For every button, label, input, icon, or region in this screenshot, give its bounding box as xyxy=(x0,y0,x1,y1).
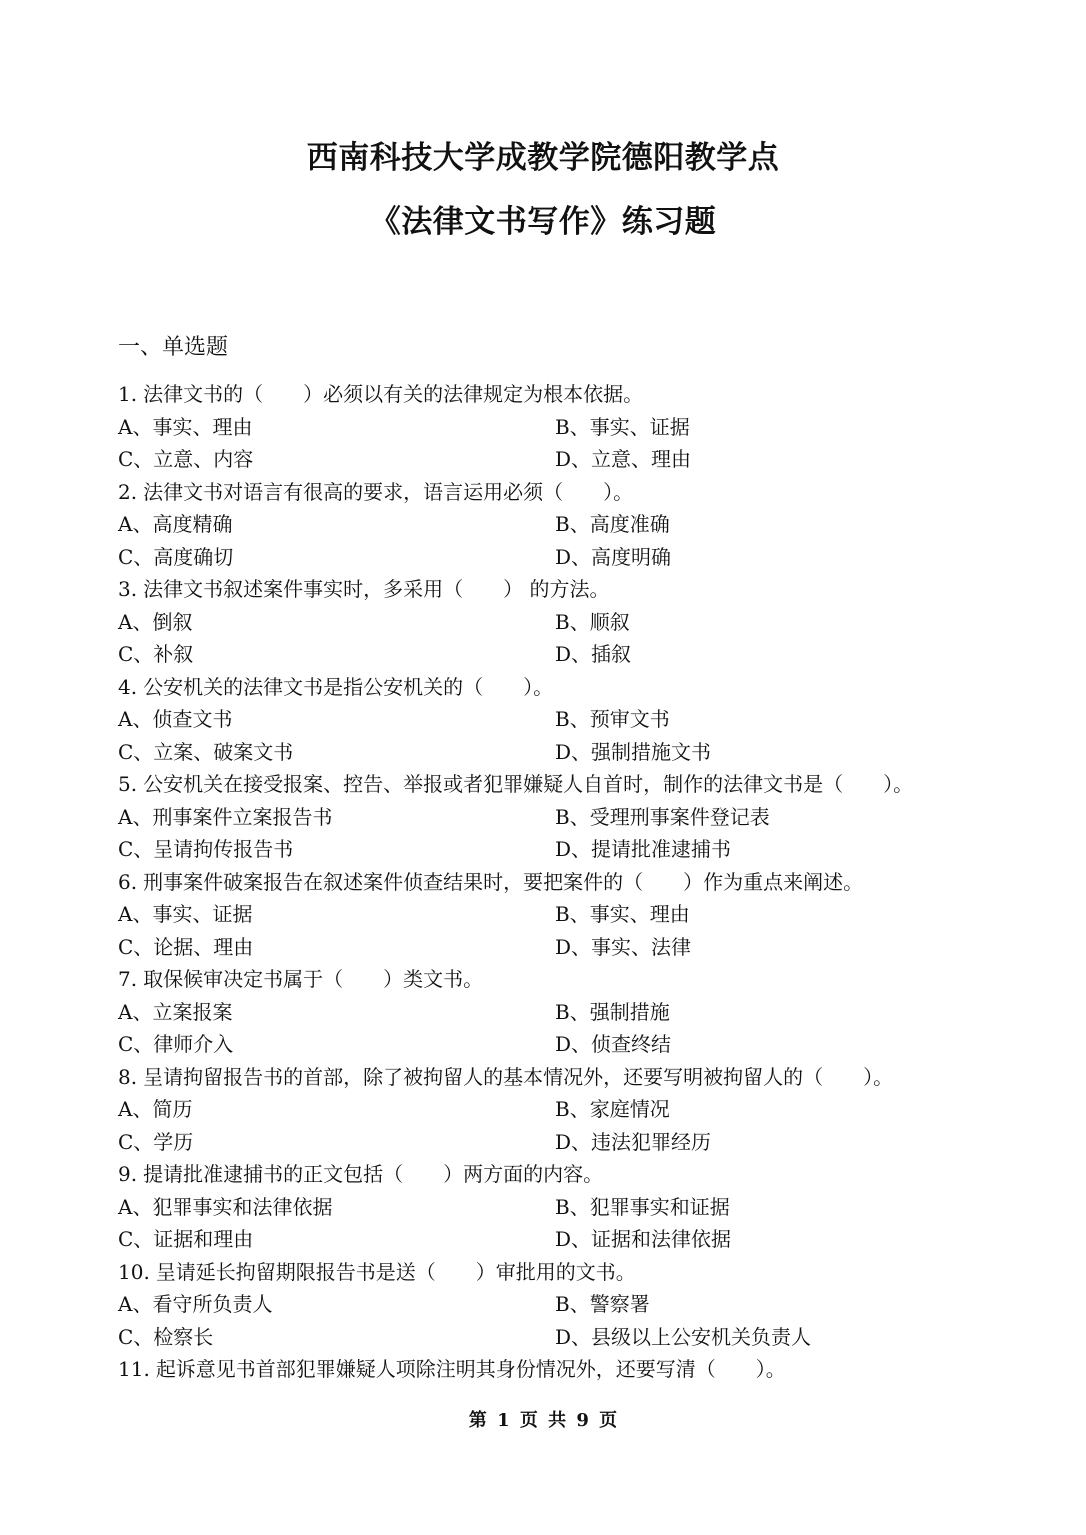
question-1-options-cd xyxy=(118,443,998,476)
option-c: C、立案、破案文书 xyxy=(118,739,294,764)
option-c: C、呈请拘传报告书 xyxy=(118,837,294,861)
question-text: 刑事案件破案报告在叙述案件侦查结果时，要把案件的（ ）作为重点来阐述。 xyxy=(143,869,864,894)
option-b: B、预审文书 xyxy=(555,707,670,731)
question-text: 呈请拘留报告书的首部，除了被拘留人的基本情况外，还要写明被拘留人的（ ）。 xyxy=(143,1064,894,1089)
question-4-options-cd xyxy=(118,736,998,769)
question-number: 1. xyxy=(118,382,138,406)
option-a: A、事实、证据 xyxy=(118,902,253,926)
option-b: B、强制措施 xyxy=(555,999,670,1024)
option-d: D、证据和法律依据 xyxy=(555,1227,732,1251)
option-a: A、简历 xyxy=(118,1097,193,1121)
question-8-options-cd xyxy=(118,1126,998,1159)
question-number: 11. xyxy=(118,1357,150,1381)
question-7-options-cd xyxy=(118,1028,998,1061)
question-5 xyxy=(118,768,998,801)
question-text: 起诉意见书首部犯罪嫌疑人项除注明其身份情况外，还要写清（ ）。 xyxy=(155,1357,786,1381)
question-11 xyxy=(118,1353,998,1386)
option-d: D、强制措施文书 xyxy=(555,739,712,764)
option-a: A、立案报案 xyxy=(118,999,233,1024)
question-text: 公安机关在接受报案、控告、举报或者犯罪嫌疑人自首时，制作的法律文书是（ ）。 xyxy=(143,772,914,796)
question-5-options-cd xyxy=(118,833,998,866)
question-6-options-ab xyxy=(118,898,998,931)
option-b: B、顺叙 xyxy=(555,609,630,634)
question-text: 呈请延长拘留期限报告书是送（ ）审批用的文书。 xyxy=(155,1259,636,1284)
question-1 xyxy=(118,378,998,411)
question-9-options-ab xyxy=(118,1191,998,1224)
option-a: A、倒叙 xyxy=(118,609,193,634)
option-b: B、受理刑事案件登记表 xyxy=(555,804,770,829)
question-6-options-cd xyxy=(118,931,998,964)
question-number: 4. xyxy=(118,674,138,699)
option-c: C、补叙 xyxy=(118,642,194,666)
option-b: B、警察署 xyxy=(555,1292,650,1316)
option-d: D、县级以上公安机关负责人 xyxy=(555,1324,812,1349)
question-8-options-ab xyxy=(118,1093,998,1126)
question-number: 10. xyxy=(118,1259,150,1284)
option-a: A、刑事案件立案报告书 xyxy=(118,804,333,829)
option-c: C、立意、内容 xyxy=(118,447,254,471)
option-b: B、家庭情况 xyxy=(555,1097,670,1121)
option-a: A、看守所负责人 xyxy=(118,1292,273,1316)
question-2-options-ab xyxy=(118,508,998,541)
question-number: 9. xyxy=(118,1162,138,1186)
page-number-footer: 第 1 页 共 9 页 xyxy=(468,1410,618,1431)
question-4-options-ab xyxy=(118,703,998,736)
question-text: 提请批准逮捕书的正文包括（ ）两方面的内容。 xyxy=(143,1162,604,1186)
question-2 xyxy=(118,476,998,509)
question-3 xyxy=(118,573,998,606)
question-4 xyxy=(118,671,998,704)
option-c: C、证据和理由 xyxy=(118,1227,254,1251)
option-d: D、违法犯罪经历 xyxy=(555,1129,712,1154)
question-10-options-ab xyxy=(118,1288,998,1321)
question-text: 法律文书对语言有很高的要求，语言运用必须（ ）。 xyxy=(143,479,634,504)
question-10-options-cd xyxy=(118,1321,998,1354)
question-3-options-ab xyxy=(118,606,998,639)
question-text: 公安机关的法律文书是指公安机关的（ ）。 xyxy=(143,674,554,699)
option-d: D、侦查终结 xyxy=(555,1032,672,1056)
question-3-options-cd xyxy=(118,638,998,671)
question-text: 法律文书叙述案件事实时，多采用（ ） 的方法。 xyxy=(143,577,610,601)
option-a: A、侦查文书 xyxy=(118,707,233,731)
option-b: B、高度准确 xyxy=(555,512,670,536)
question-number: 7. xyxy=(118,967,138,991)
question-number: 6. xyxy=(118,869,138,894)
question-9-options-cd xyxy=(118,1223,998,1256)
question-number: 5. xyxy=(118,772,138,796)
option-c: C、学历 xyxy=(118,1129,194,1154)
question-5-options-ab xyxy=(118,801,998,834)
option-b: B、事实、证据 xyxy=(555,414,690,439)
question-9 xyxy=(118,1158,998,1191)
option-c: C、律师介入 xyxy=(118,1032,234,1056)
document-title-institution: 西南科技大学成教学院德阳教学点 xyxy=(306,140,780,176)
option-d: D、事实、法律 xyxy=(555,934,692,959)
document-title-course: 《法律文书写作》练习题 xyxy=(369,204,717,240)
option-d: D、提请批准逮捕书 xyxy=(555,837,732,861)
question-7 xyxy=(118,963,998,996)
option-b: B、事实、理由 xyxy=(555,902,690,926)
question-6 xyxy=(118,866,998,899)
option-c: C、高度确切 xyxy=(118,544,234,569)
option-a: A、高度精确 xyxy=(118,512,233,536)
option-c: C、检察长 xyxy=(118,1324,214,1349)
option-d: D、高度明确 xyxy=(555,544,672,569)
question-8 xyxy=(118,1061,998,1094)
question-2-options-cd xyxy=(118,541,998,574)
option-a: A、事实、理由 xyxy=(118,414,253,439)
question-text: 取保候审决定书属于（ ）类文书。 xyxy=(143,967,484,991)
question-10 xyxy=(118,1256,998,1289)
section-heading: 一、单选题 xyxy=(118,335,229,360)
question-number: 8. xyxy=(118,1064,138,1089)
question-1-options-ab xyxy=(118,411,998,444)
option-d: D、立意、理由 xyxy=(555,447,692,471)
question-number: 2. xyxy=(118,479,138,504)
option-c: C、论据、理由 xyxy=(118,934,254,959)
option-b: B、犯罪事实和证据 xyxy=(555,1194,730,1219)
question-text: 法律文书的（ ）必须以有关的法律规定为根本依据。 xyxy=(143,382,644,406)
option-a: A、犯罪事实和法律依据 xyxy=(118,1194,333,1219)
question-7-options-ab xyxy=(118,996,998,1029)
option-d: D、插叙 xyxy=(555,642,632,666)
question-list xyxy=(118,378,998,1386)
question-number: 3. xyxy=(118,577,138,601)
